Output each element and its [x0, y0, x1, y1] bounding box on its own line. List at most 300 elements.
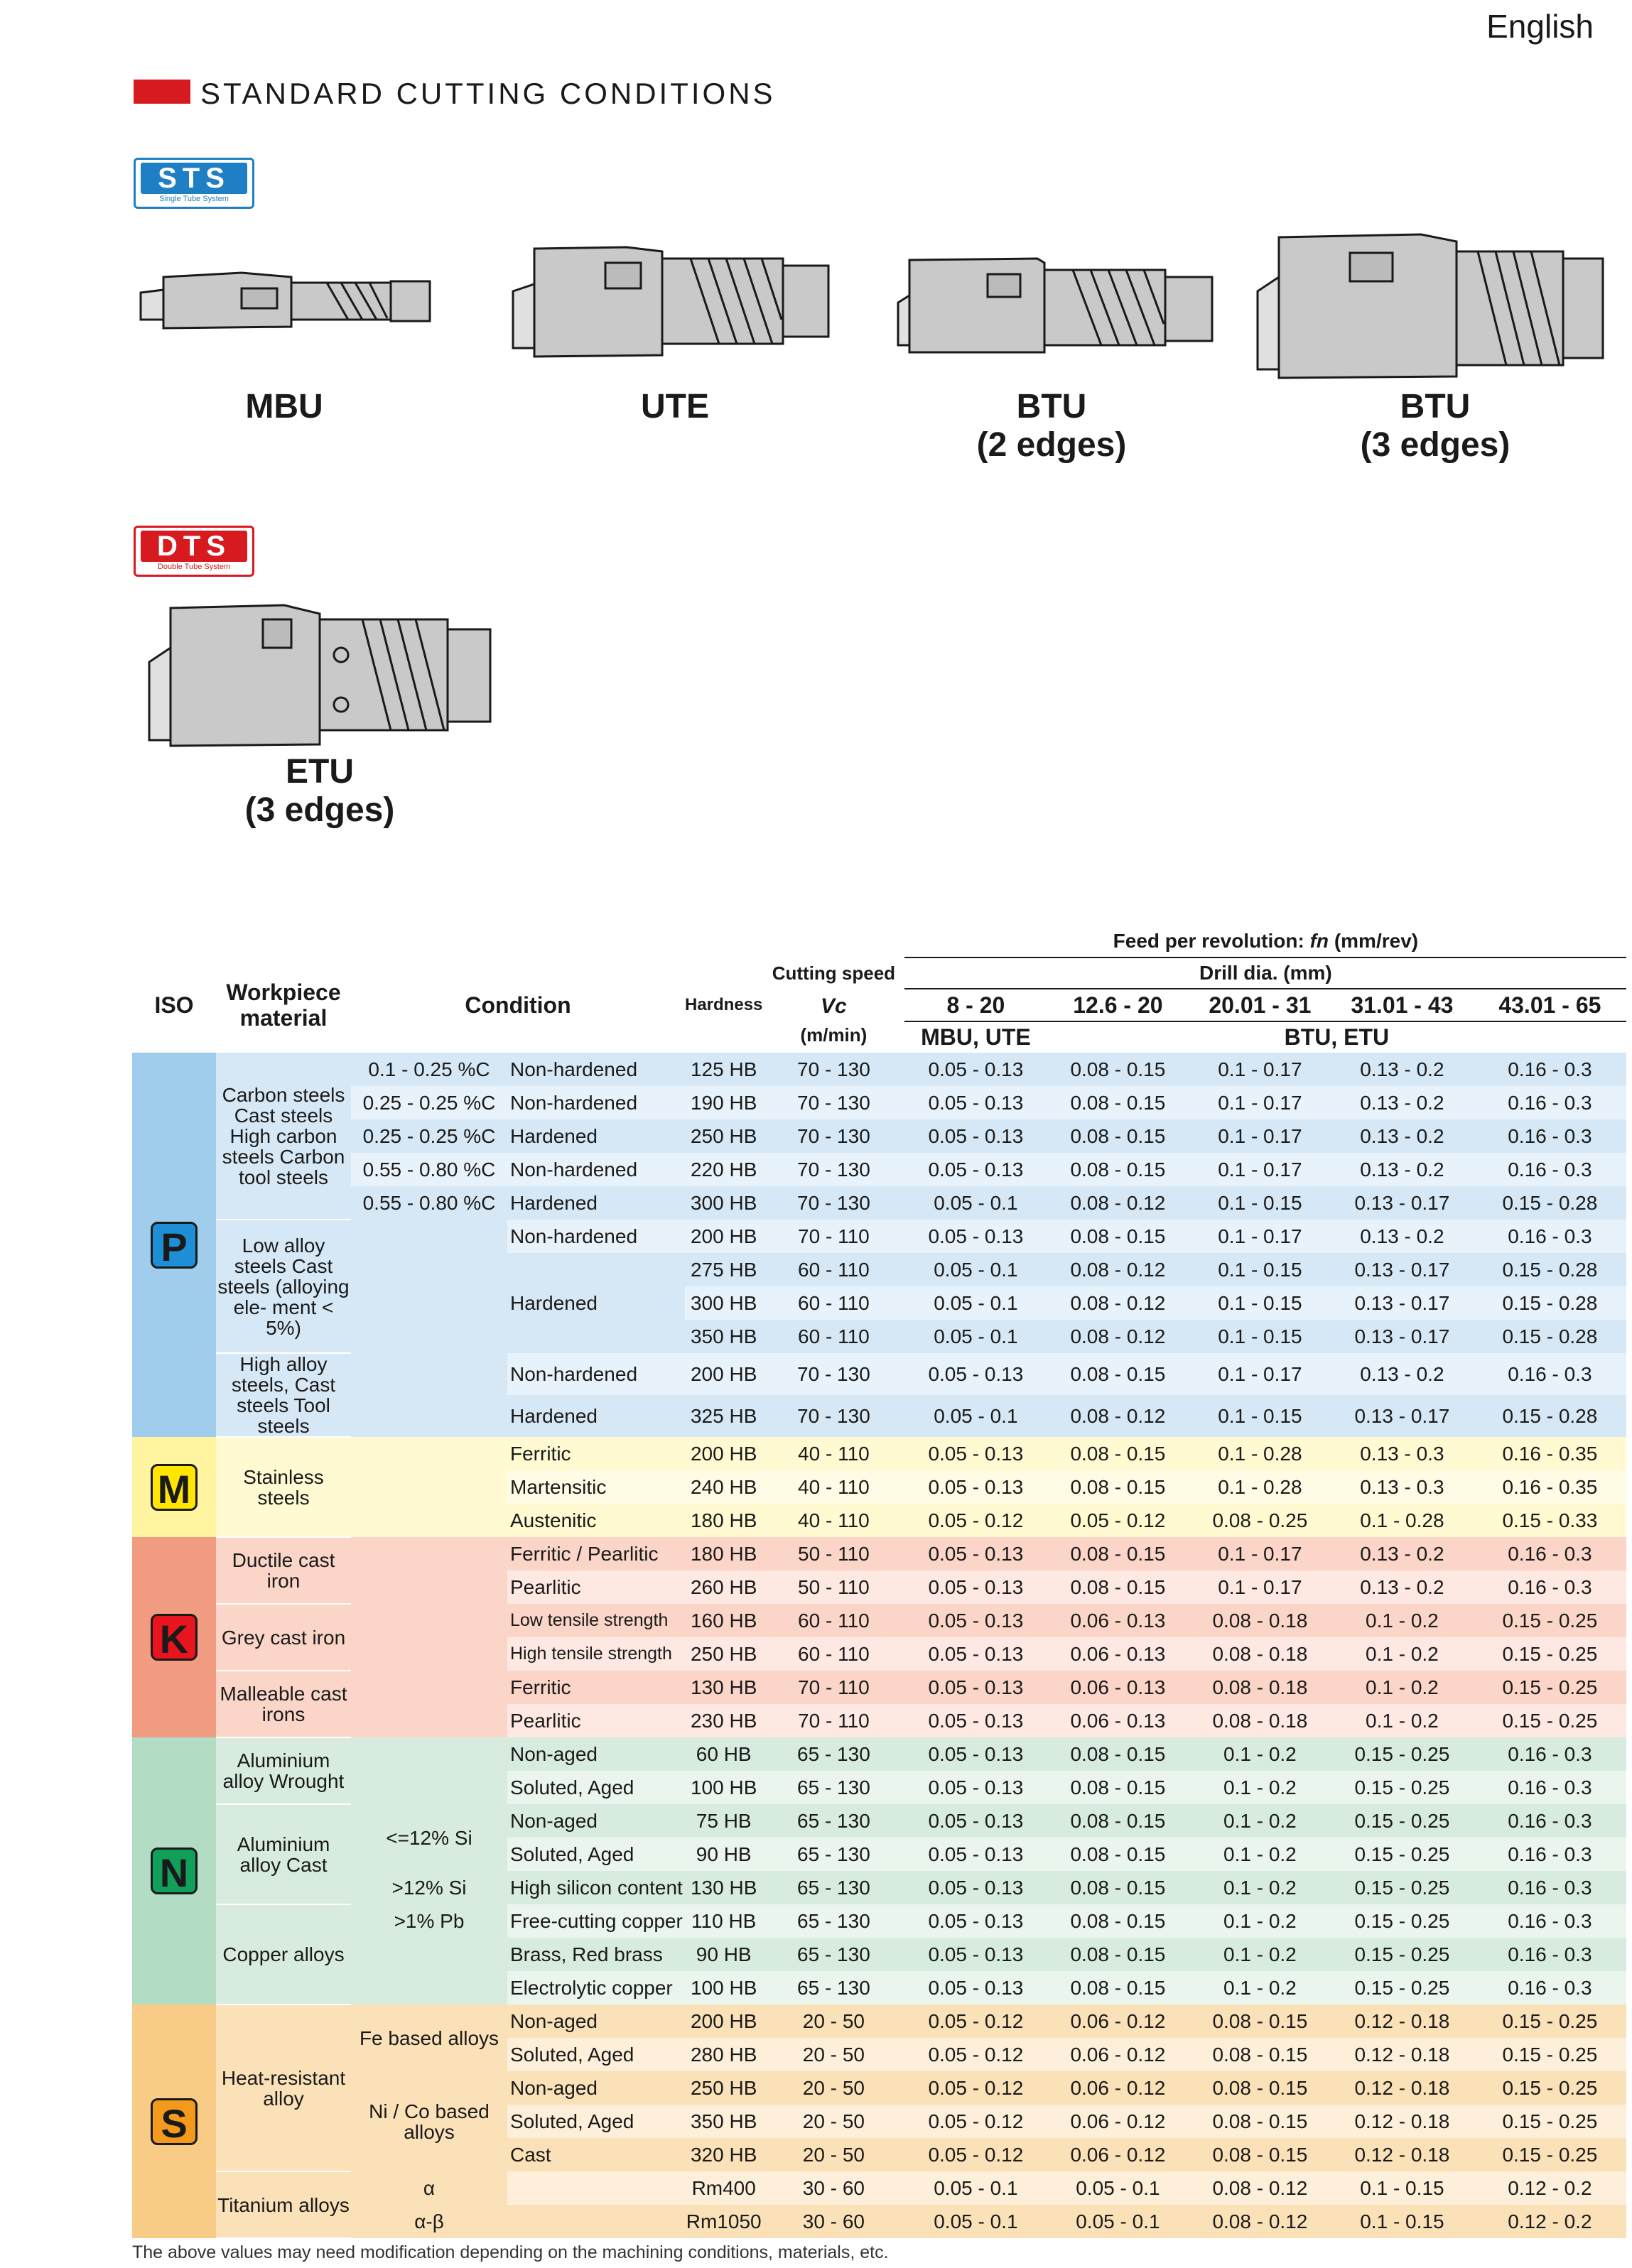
feed-31.01-43: 0.13 - 0.17: [1331, 1186, 1473, 1220]
feed-12.6-20: 0.08 - 0.12: [1047, 1186, 1189, 1220]
feed-31.01-43: 0.15 - 0.25: [1331, 1804, 1473, 1838]
carbon-content: 0.25 - 0.25 %C: [351, 1086, 507, 1119]
feed-43.01-65: 0.15 - 0.25: [1473, 2105, 1626, 2138]
feed-31.01-43: 0.1 - 0.2: [1331, 1671, 1473, 1704]
workpiece-material: Heat-resistant alloy: [216, 2004, 351, 2171]
sub-condition-empty: [351, 1737, 507, 1771]
range-header: 43.01 - 65: [1473, 989, 1626, 1021]
feed-43.01-65: 0.15 - 0.28: [1473, 1253, 1626, 1286]
feed-8-20: 0.05 - 0.13: [904, 1938, 1047, 1971]
condition: Soluted, Aged: [507, 1838, 685, 1871]
feed-31.01-43: 0.15 - 0.25: [1331, 1771, 1473, 1804]
etu-tool-image: [142, 598, 504, 754]
feed-43.01-65: 0.15 - 0.25: [1473, 2038, 1626, 2071]
table-row: [132, 1119, 1626, 1153]
table-row: [132, 1704, 1626, 1737]
hardness: 130 HB: [685, 1871, 762, 1904]
condition: Non-hardened: [507, 1220, 685, 1253]
feed-20.01-31: 0.1 - 0.15: [1189, 1320, 1331, 1353]
cutting-speed: 20 - 50: [762, 2038, 904, 2071]
cutting-speed: 30 - 60: [762, 2171, 904, 2205]
condition: Soluted, Aged: [507, 1771, 685, 1804]
table-row: [132, 1470, 1626, 1504]
feed-31.01-43: 0.12 - 0.18: [1331, 2138, 1473, 2171]
table-row: [132, 2004, 1626, 2038]
feed-31.01-43: 0.1 - 0.2: [1331, 1604, 1473, 1637]
feed-12.6-20: 0.08 - 0.12: [1047, 1286, 1189, 1320]
feed-8-20: 0.05 - 0.12: [904, 2138, 1047, 2171]
tool-label-mbu: [156, 388, 412, 426]
feed-20.01-31: 0.1 - 0.17: [1189, 1153, 1331, 1186]
feed-12.6-20: 0.08 - 0.15: [1047, 1153, 1189, 1186]
condition: Pearlitic: [507, 1704, 685, 1737]
hardness: 75 HB: [685, 1804, 762, 1838]
feed-8-20: 0.05 - 0.12: [904, 2038, 1047, 2071]
feed-31.01-43: 0.13 - 0.17: [1331, 1320, 1473, 1353]
cutting-speed: 30 - 60: [762, 2205, 904, 2238]
tool-group-header: MBU, UTE: [921, 1024, 1031, 1050]
feed-12.6-20: 0.08 - 0.12: [1047, 1320, 1189, 1353]
cutting-speed: 70 - 130: [762, 1053, 904, 1086]
feed-20.01-31: 0.08 - 0.15: [1189, 2004, 1331, 2038]
hardness-header: Hardness: [685, 995, 763, 1014]
feed-20.01-31: 0.1 - 0.2: [1189, 1838, 1331, 1871]
feed-20.01-31: 0.08 - 0.15: [1189, 2071, 1331, 2105]
hardness: 130 HB: [685, 1671, 762, 1704]
feed-8-20: 0.05 - 0.13: [904, 1737, 1047, 1771]
feed-20.01-31: 0.1 - 0.2: [1189, 1904, 1331, 1938]
sub-condition: <=12% Si: [351, 1804, 507, 1871]
feed-8-20: 0.05 - 0.1: [904, 1286, 1047, 1320]
feed-12.6-20: 0.08 - 0.15: [1047, 1804, 1189, 1838]
mbu-tool-image: [135, 263, 441, 341]
tool-sub: (3 edges): [244, 791, 395, 829]
feed-8-20: 0.05 - 0.13: [904, 1771, 1047, 1804]
feed-31.01-43: 0.13 - 0.17: [1331, 1286, 1473, 1320]
range-header: 20.01 - 31: [1189, 989, 1331, 1021]
feed-43.01-65: 0.16 - 0.3: [1473, 1153, 1626, 1186]
feed-12.6-20: 0.08 - 0.15: [1047, 1353, 1189, 1395]
feed-8-20: 0.05 - 0.1: [904, 1395, 1047, 1437]
workpiece-header: Workpiece material: [226, 980, 341, 1031]
condition: Hardened: [507, 1395, 685, 1437]
sub-condition: α-β: [351, 2205, 507, 2238]
sub-condition: α: [351, 2171, 507, 2205]
iso-cell: [132, 1737, 216, 2004]
condition: Hardened: [507, 1119, 685, 1153]
feed-31.01-43: 0.13 - 0.2: [1331, 1353, 1473, 1395]
feed-12.6-20: 0.06 - 0.13: [1047, 1604, 1189, 1637]
feed-43.01-65: 0.12 - 0.2: [1473, 2171, 1626, 2205]
feed-20.01-31: 0.08 - 0.15: [1189, 2038, 1331, 2071]
feed-31.01-43: 0.13 - 0.3: [1331, 1437, 1473, 1470]
workpiece-material: Carbon steels Cast steels High carbon steels Carbon tool steels: [216, 1053, 351, 1220]
sub-condition-empty: [351, 1704, 507, 1737]
condition: Non-hardened: [507, 1086, 685, 1119]
feed-43.01-65: 0.15 - 0.25: [1473, 1604, 1626, 1637]
hardness: 260 HB: [685, 1570, 762, 1604]
feed-8-20: 0.05 - 0.13: [904, 1671, 1047, 1704]
condition: Non-aged: [507, 1804, 685, 1838]
sub-condition-empty: [351, 1395, 507, 1437]
feed-43.01-65: 0.16 - 0.3: [1473, 1086, 1626, 1119]
iso-badge-m: M: [151, 1464, 198, 1511]
cutting-speed: 40 - 110: [762, 1470, 904, 1504]
feed-20.01-31: 0.08 - 0.18: [1189, 1671, 1331, 1704]
tool-name: UTE: [641, 388, 709, 425]
condition: Ferritic / Pearlitic: [507, 1537, 685, 1570]
cutting-speed: 65 - 130: [762, 1871, 904, 1904]
hardness: 325 HB: [685, 1395, 762, 1437]
feed-20.01-31: 0.1 - 0.17: [1189, 1570, 1331, 1604]
range-header: 8 - 20: [904, 989, 1047, 1021]
feed-31.01-43: 0.15 - 0.25: [1331, 1904, 1473, 1938]
feed-31.01-43: 0.12 - 0.18: [1331, 2038, 1473, 2071]
feed-prefix: Feed per revolution:: [1113, 929, 1310, 952]
table-row: [132, 1604, 1626, 1637]
cutting-speed: 65 - 130: [762, 1771, 904, 1804]
cutting-conditions-table: [132, 925, 1626, 2239]
feed-8-20: 0.05 - 0.13: [904, 1119, 1047, 1153]
feed-43.01-65: 0.16 - 0.3: [1473, 1220, 1626, 1253]
feed-8-20: 0.05 - 0.13: [904, 1220, 1047, 1253]
feed-31.01-43: 0.13 - 0.2: [1331, 1119, 1473, 1153]
tool-label-btu-2: [924, 388, 1179, 465]
condition: High tensile strength: [507, 1637, 685, 1671]
feed-8-20: 0.05 - 0.13: [904, 1153, 1047, 1186]
workpiece-material: Titanium alloys: [216, 2171, 351, 2238]
tool-name: ETU: [286, 753, 354, 791]
table-row: [132, 1504, 1626, 1537]
hardness: 350 HB: [685, 1320, 762, 1353]
feed-8-20: 0.05 - 0.13: [904, 1604, 1047, 1637]
table-row: [132, 1871, 1626, 1904]
hardness: 200 HB: [685, 1353, 762, 1395]
tool-label-ute: [547, 388, 803, 426]
hardness: 300 HB: [685, 1186, 762, 1220]
sub-condition: Ni / Co based alloys: [351, 2071, 507, 2171]
feed-31.01-43: 0.12 - 0.18: [1331, 2071, 1473, 2105]
table-row: [132, 2205, 1626, 2238]
tool-sub: (2 edges): [976, 426, 1127, 464]
sub-condition-empty: [351, 1570, 507, 1604]
tool-group-header: BTU, ETU: [1284, 1024, 1390, 1050]
cutting-speed: 50 - 110: [762, 1570, 904, 1604]
section-title: STANDARD CUTTING CONDITIONS: [200, 77, 776, 110]
feed-8-20: 0.05 - 0.12: [904, 2105, 1047, 2138]
tool-name: BTU: [1400, 388, 1471, 425]
ute-tool-image: [506, 242, 840, 362]
feed-20.01-31: 0.1 - 0.2: [1189, 1871, 1331, 1904]
feed-12.6-20: 0.06 - 0.13: [1047, 1637, 1189, 1671]
sub-condition-empty: [351, 1504, 507, 1537]
feed-12.6-20: 0.08 - 0.12: [1047, 1253, 1189, 1286]
feed-12.6-20: 0.06 - 0.13: [1047, 1671, 1189, 1704]
feed-8-20: 0.05 - 0.1: [904, 2171, 1047, 2205]
feed-43.01-65: 0.15 - 0.28: [1473, 1395, 1626, 1437]
table-row: [132, 1253, 1626, 1286]
feed-31.01-43: 0.13 - 0.3: [1331, 1470, 1473, 1504]
carbon-content: 0.25 - 0.25 %C: [351, 1119, 507, 1153]
sts-logo-text: STS: [141, 163, 247, 194]
feed-31.01-43: 0.13 - 0.2: [1331, 1220, 1473, 1253]
feed-43.01-65: 0.16 - 0.35: [1473, 1470, 1626, 1504]
iso-badge-k: K: [151, 1614, 198, 1661]
feed-20.01-31: 0.1 - 0.15: [1189, 1253, 1331, 1286]
condition: Hardened: [507, 1186, 685, 1220]
feed-8-20: 0.05 - 0.13: [904, 1570, 1047, 1604]
feed-12.6-20: 0.08 - 0.15: [1047, 1904, 1189, 1938]
btu-2-edges-tool-image: [895, 253, 1222, 359]
sub-condition: >12% Si: [351, 1871, 507, 1904]
feed-12.6-20: 0.08 - 0.15: [1047, 1437, 1189, 1470]
cutting-speed: 70 - 130: [762, 1119, 904, 1153]
language-label[interactable]: English: [1486, 8, 1594, 45]
vc-symbol: Vc: [821, 994, 847, 1018]
feed-20.01-31: 0.1 - 0.15: [1189, 1395, 1331, 1437]
condition: Cast: [507, 2138, 685, 2171]
feed-12.6-20: 0.06 - 0.12: [1047, 2138, 1189, 2171]
sub-condition-empty: [351, 1604, 507, 1637]
feed-8-20: 0.05 - 0.12: [904, 2071, 1047, 2105]
hardness: 100 HB: [685, 1971, 762, 2004]
table-row: [132, 1537, 1626, 1570]
carbon-content: 0.55 - 0.80 %C: [351, 1153, 507, 1186]
carbon-content: 0.1 - 0.25 %C: [351, 1053, 507, 1086]
feed-20.01-31: 0.1 - 0.15: [1189, 1186, 1331, 1220]
dts-logo: [134, 526, 254, 577]
sub-condition-empty: [351, 1938, 507, 1971]
table-row: [132, 1737, 1626, 1771]
workpiece-material: Aluminium alloy Wrought: [216, 1737, 351, 1804]
feed-43.01-65: 0.16 - 0.3: [1473, 1971, 1626, 2004]
cutting-speed: 20 - 50: [762, 2105, 904, 2138]
feed-12.6-20: 0.08 - 0.15: [1047, 1220, 1189, 1253]
feed-31.01-43: 0.13 - 0.2: [1331, 1153, 1473, 1186]
feed-12.6-20: 0.06 - 0.12: [1047, 2071, 1189, 2105]
dts-logo-text: DTS: [141, 531, 247, 562]
feed-8-20: 0.05 - 0.13: [904, 1437, 1047, 1470]
feed-20.01-31: 0.1 - 0.17: [1189, 1220, 1331, 1253]
condition: Brass, Red brass: [507, 1938, 685, 1971]
feed-header: [904, 925, 1626, 957]
feed-unit: (mm/rev): [1329, 929, 1419, 952]
feed-12.6-20: 0.06 - 0.12: [1047, 2105, 1189, 2138]
sub-condition-empty: [351, 1470, 507, 1504]
tool-name: MBU: [245, 388, 323, 425]
hardness: 90 HB: [685, 1938, 762, 1971]
feed-12.6-20: 0.08 - 0.15: [1047, 1119, 1189, 1153]
condition: Low tensile strength: [507, 1604, 685, 1637]
feed-8-20: 0.05 - 0.1: [904, 1320, 1047, 1353]
feed-12.6-20: 0.06 - 0.13: [1047, 1704, 1189, 1737]
range-header: 12.6 - 20: [1047, 989, 1189, 1021]
hardness: 220 HB: [685, 1153, 762, 1186]
btu-3-edges-tool-image: [1250, 227, 1613, 384]
hardness: 60 HB: [685, 1737, 762, 1771]
feed-8-20: 0.05 - 0.1: [904, 1253, 1047, 1286]
cutting-speed: 60 - 110: [762, 1253, 904, 1286]
condition: Martensitic: [507, 1470, 685, 1504]
range-header: 31.01 - 43: [1331, 989, 1473, 1021]
feed-12.6-20: 0.08 - 0.15: [1047, 1771, 1189, 1804]
condition: Non-hardened: [507, 1153, 685, 1186]
sub-condition-empty: [351, 1537, 507, 1570]
sub-condition-empty: [351, 1286, 507, 1320]
table-row: [132, 1320, 1626, 1353]
feed-20.01-31: 0.1 - 0.17: [1189, 1053, 1331, 1086]
feed-43.01-65: 0.15 - 0.25: [1473, 2004, 1626, 2038]
feed-43.01-65: 0.15 - 0.28: [1473, 1286, 1626, 1320]
hardness: 275 HB: [685, 1253, 762, 1286]
cutting-speed: 65 - 130: [762, 1904, 904, 1938]
iso-badge-n: N: [151, 1848, 198, 1894]
feed-12.6-20: 0.08 - 0.15: [1047, 1537, 1189, 1570]
feed-43.01-65: 0.15 - 0.25: [1473, 1671, 1626, 1704]
hardness: 180 HB: [685, 1504, 762, 1537]
table-row: [132, 1220, 1626, 1253]
condition: [507, 2205, 685, 2238]
condition: High silicon content: [507, 1871, 685, 1904]
table-row: [132, 1971, 1626, 2004]
feed-20.01-31: 0.1 - 0.28: [1189, 1470, 1331, 1504]
feed-31.01-43: 0.1 - 0.15: [1331, 2205, 1473, 2238]
feed-20.01-31: 0.1 - 0.15: [1189, 1286, 1331, 1320]
feed-8-20: 0.05 - 0.13: [904, 1537, 1047, 1570]
section-marker: [134, 80, 190, 104]
condition: Free-cutting copper: [507, 1904, 685, 1938]
hardness: 350 HB: [685, 2105, 762, 2138]
cutting-speed: 70 - 130: [762, 1186, 904, 1220]
condition: Electrolytic copper: [507, 1971, 685, 2004]
table-row: [132, 1804, 1626, 1838]
feed-20.01-31: 0.1 - 0.17: [1189, 1537, 1331, 1570]
feed-43.01-65: 0.16 - 0.3: [1473, 1771, 1626, 1804]
iso-cell: [132, 1537, 216, 1737]
dts-logo-subtitle: Double Tube System: [157, 563, 231, 571]
cutting-speed: 65 - 130: [762, 1804, 904, 1838]
cutting-speed: 60 - 110: [762, 1637, 904, 1671]
table-row: [132, 1671, 1626, 1704]
feed-12.6-20: 0.08 - 0.15: [1047, 1086, 1189, 1119]
sub-condition-empty: [351, 1771, 507, 1804]
hardness: 125 HB: [685, 1053, 762, 1086]
hardness: 230 HB: [685, 1704, 762, 1737]
sts-logo-subtitle: Single Tube System: [159, 195, 229, 203]
feed-8-20: 0.05 - 0.1: [904, 2205, 1047, 2238]
hardness: 250 HB: [685, 1119, 762, 1153]
carbon-content: 0.55 - 0.80 %C: [351, 1186, 507, 1220]
feed-31.01-43: 0.15 - 0.25: [1331, 1737, 1473, 1771]
table-row: [132, 1637, 1626, 1671]
feed-43.01-65: 0.16 - 0.3: [1473, 1119, 1626, 1153]
table-row: [132, 1353, 1626, 1395]
condition: Soluted, Aged: [507, 2105, 685, 2138]
condition: Austenitic: [507, 1504, 685, 1537]
vc-header: [762, 989, 904, 1053]
cutting-speed: 70 - 110: [762, 1704, 904, 1737]
iso-badge-p: P: [151, 1222, 198, 1269]
sub-condition: Fe based alloys: [351, 2004, 507, 2071]
table-row: [132, 1771, 1626, 1804]
feed-8-20: 0.05 - 0.1: [904, 1186, 1047, 1220]
condition: Hardened: [507, 1253, 685, 1353]
hardness: 200 HB: [685, 2004, 762, 2038]
feed-8-20: 0.05 - 0.13: [904, 1704, 1047, 1737]
condition: Pearlitic: [507, 1570, 685, 1604]
cutting-speed: 50 - 110: [762, 1537, 904, 1570]
feed-12.6-20: 0.08 - 0.15: [1047, 1838, 1189, 1871]
hardness: 250 HB: [685, 2071, 762, 2105]
cutting-speed: 70 - 130: [762, 1153, 904, 1186]
feed-8-20: 0.05 - 0.12: [904, 1504, 1047, 1537]
hardness: 300 HB: [685, 1286, 762, 1320]
table-row: [132, 1053, 1626, 1086]
iso-cell: [132, 1053, 216, 1437]
cutting-speed: 60 - 110: [762, 1286, 904, 1320]
feed-20.01-31: 0.1 - 0.17: [1189, 1353, 1331, 1395]
feed-43.01-65: 0.16 - 0.3: [1473, 1537, 1626, 1570]
sub-condition-empty: [351, 1353, 507, 1395]
hardness: 320 HB: [685, 2138, 762, 2171]
cutting-speed: 40 - 110: [762, 1504, 904, 1537]
feed-12.6-20: 0.08 - 0.15: [1047, 1871, 1189, 1904]
feed-43.01-65: 0.16 - 0.3: [1473, 1053, 1626, 1086]
iso-cell: [132, 1437, 216, 1537]
feed-43.01-65: 0.12 - 0.2: [1473, 2205, 1626, 2238]
cutting-speed-header: Cutting speed: [772, 962, 896, 984]
feed-31.01-43: 0.15 - 0.25: [1331, 1971, 1473, 2004]
feed-symbol: fn: [1309, 929, 1329, 952]
table-row: [132, 1395, 1626, 1437]
condition-header: Condition: [465, 992, 571, 1018]
hardness: 90 HB: [685, 1838, 762, 1871]
feed-8-20: 0.05 - 0.12: [904, 2004, 1047, 2038]
feed-12.6-20: 0.08 - 0.15: [1047, 1570, 1189, 1604]
sub-condition-empty: [351, 1253, 507, 1286]
feed-12.6-20: 0.06 - 0.12: [1047, 2038, 1189, 2071]
cutting-speed: 20 - 50: [762, 2004, 904, 2038]
sub-condition-empty: [351, 1320, 507, 1353]
workpiece-material: Copper alloys: [216, 1904, 351, 2004]
cutting-speed: 70 - 130: [762, 1395, 904, 1437]
cutting-speed: 60 - 110: [762, 1320, 904, 1353]
feed-12.6-20: 0.08 - 0.15: [1047, 1938, 1189, 1971]
cutting-speed: 40 - 110: [762, 1437, 904, 1470]
condition: Non-aged: [507, 1737, 685, 1771]
table-row: [132, 2171, 1626, 2205]
table-row: [132, 1186, 1626, 1220]
feed-20.01-31: 0.1 - 0.2: [1189, 1737, 1331, 1771]
condition: Non-aged: [507, 2004, 685, 2038]
condition: Non-hardened: [507, 1053, 685, 1086]
cutting-speed: 70 - 110: [762, 1220, 904, 1253]
table-row: [132, 1153, 1626, 1186]
feed-31.01-43: 0.1 - 0.2: [1331, 1637, 1473, 1671]
hardness: 190 HB: [685, 1086, 762, 1119]
workpiece-material: Stainless steels: [216, 1437, 351, 1537]
sub-condition-empty: [351, 1671, 507, 1704]
table-row: [132, 1086, 1626, 1119]
feed-43.01-65: 0.15 - 0.25: [1473, 1704, 1626, 1737]
hardness: Rm400: [685, 2171, 762, 2205]
cutting-speed: 20 - 50: [762, 2138, 904, 2171]
tool-name: BTU: [1016, 388, 1087, 425]
feed-43.01-65: 0.16 - 0.3: [1473, 1838, 1626, 1871]
feed-12.6-20: 0.08 - 0.15: [1047, 1971, 1189, 2004]
feed-20.01-31: 0.08 - 0.18: [1189, 1637, 1331, 1671]
feed-8-20: 0.05 - 0.13: [904, 1871, 1047, 1904]
